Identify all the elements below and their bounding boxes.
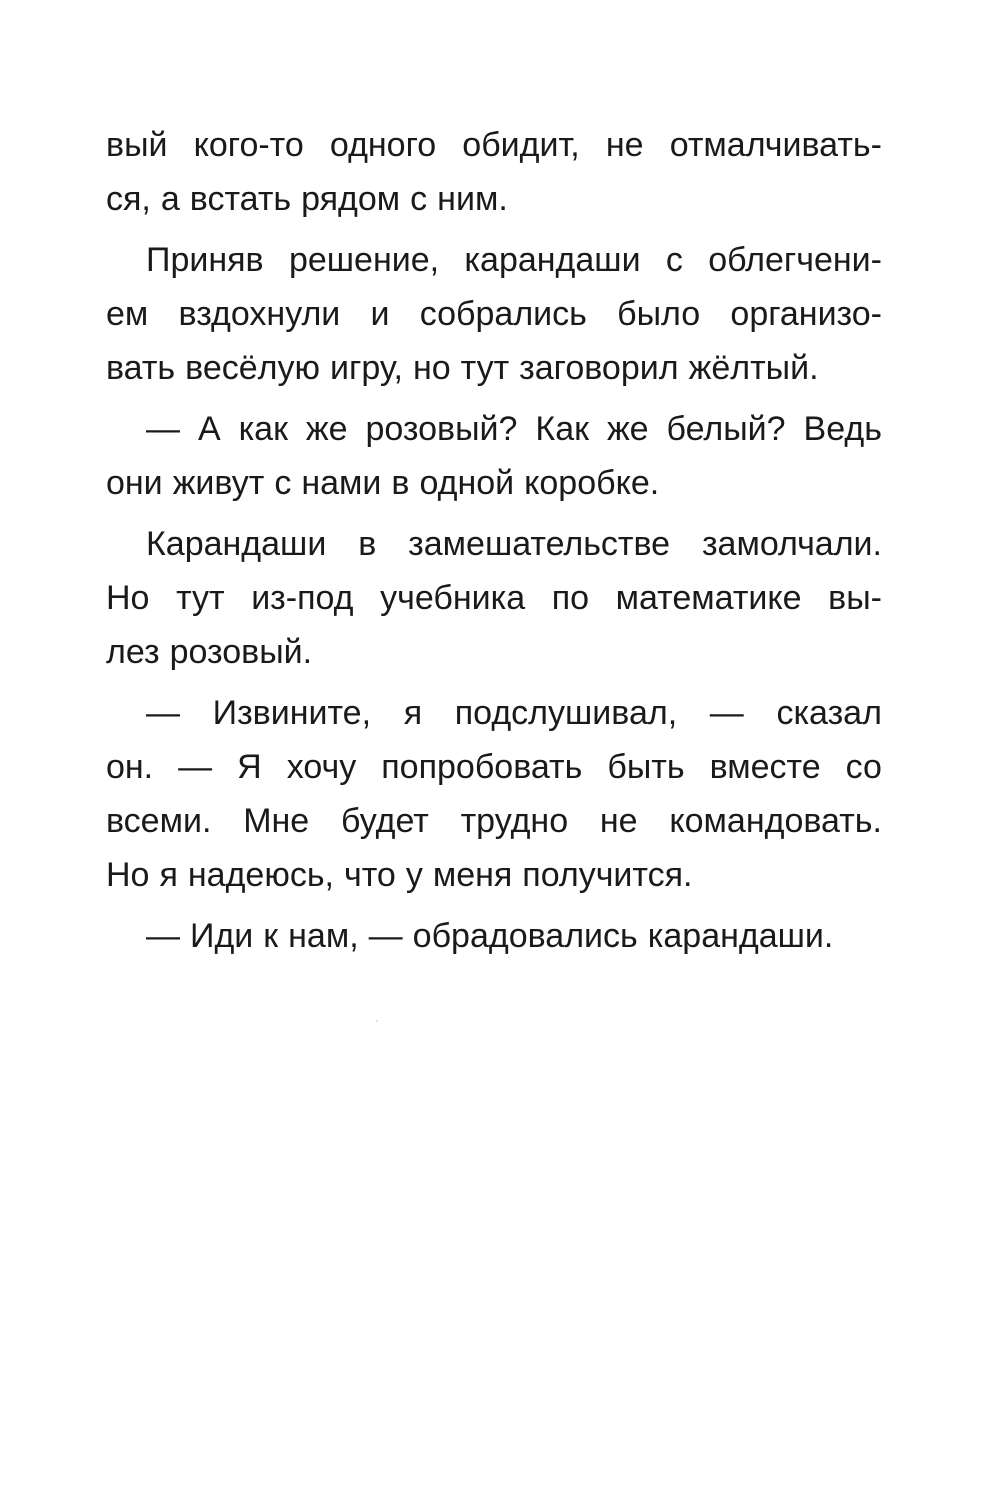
word: игру,	[329, 349, 403, 387]
word: заговорил	[519, 349, 679, 387]
text-line	[106, 794, 882, 848]
word: жёлтый.	[688, 349, 819, 387]
paragraph	[106, 909, 882, 963]
word: было	[617, 295, 701, 333]
word: вздохнули	[178, 295, 341, 333]
word: замешательстве	[408, 525, 671, 563]
word: решение,	[288, 241, 440, 279]
word: коробке.	[524, 464, 660, 502]
page-text	[106, 118, 882, 963]
paragraph	[106, 402, 882, 510]
word: по	[551, 579, 590, 617]
text-line	[106, 571, 882, 625]
word: Но	[106, 856, 150, 894]
word: —	[146, 694, 180, 732]
word: с	[410, 180, 428, 218]
word: что	[343, 856, 396, 894]
word: командовать.	[669, 802, 882, 840]
word: Мне	[243, 802, 310, 840]
text-line	[106, 909, 882, 963]
word: карандаши.	[647, 917, 834, 955]
word: организо-	[730, 295, 882, 333]
text-line	[106, 625, 882, 679]
word: с	[274, 464, 292, 502]
text-line	[106, 686, 882, 740]
word: —	[146, 917, 180, 955]
word: —	[178, 748, 213, 786]
paragraph	[106, 686, 882, 902]
word: Иди	[190, 917, 254, 955]
text-line	[106, 848, 882, 902]
word: карандаши	[464, 241, 641, 279]
word: тут	[176, 579, 225, 617]
word: к	[263, 917, 279, 955]
word: живут	[172, 464, 265, 502]
word: учебника	[380, 579, 526, 617]
print-speck	[376, 1020, 378, 1022]
paragraph	[106, 118, 882, 226]
word: отмалчивать-	[669, 126, 882, 164]
word: обрадовались	[412, 917, 638, 955]
word: одного	[329, 126, 437, 164]
word: он.	[106, 748, 154, 786]
word: Карандаши	[146, 525, 327, 563]
word: вместе	[709, 748, 821, 786]
word: нам,	[288, 917, 359, 955]
paragraph	[106, 233, 882, 395]
word: надеюсь,	[187, 856, 334, 894]
word: попробовать	[381, 748, 583, 786]
word: замолчали.	[701, 525, 882, 563]
word: хочу	[286, 748, 357, 786]
word: кого-то	[193, 126, 304, 164]
word: же	[606, 410, 649, 448]
word: облегчени-	[708, 241, 882, 279]
word: ся,	[106, 180, 151, 218]
word: Извините,	[212, 694, 372, 732]
word: меня	[432, 856, 513, 894]
text-line	[106, 517, 882, 571]
word: —	[146, 410, 180, 448]
word: математике	[615, 579, 802, 617]
word: не	[599, 802, 638, 840]
word: со	[845, 748, 882, 786]
text-line	[106, 172, 882, 226]
paragraph	[106, 517, 882, 679]
word: А	[197, 410, 221, 448]
word: но	[412, 349, 451, 387]
word: с	[665, 241, 683, 279]
word: —	[709, 694, 744, 732]
text-line	[106, 341, 882, 395]
text-line	[106, 740, 882, 794]
word: они	[106, 464, 163, 502]
word: всеми.	[106, 802, 212, 840]
word: Приняв	[146, 241, 264, 279]
word: как	[238, 410, 288, 448]
word: не	[605, 126, 644, 164]
word: у	[405, 856, 423, 894]
word: собрались	[419, 295, 587, 333]
word: в	[358, 525, 377, 563]
word: в	[391, 464, 410, 502]
word: подслушивал,	[454, 694, 678, 732]
word: получится.	[522, 856, 693, 894]
word: же	[305, 410, 348, 448]
text-line	[106, 402, 882, 456]
word: вый	[106, 126, 168, 164]
word: розовый.	[169, 633, 313, 671]
word: одной	[419, 464, 515, 502]
word: нами	[301, 464, 382, 502]
text-line	[106, 287, 882, 341]
word: Но	[106, 579, 150, 617]
word: ним.	[437, 180, 508, 218]
word: ем	[106, 295, 149, 333]
word: обидит,	[462, 126, 580, 164]
word: будет	[341, 802, 429, 840]
word: лез	[106, 633, 160, 671]
word: Я	[237, 748, 262, 786]
word: а	[160, 180, 180, 218]
word: рядом	[301, 180, 401, 218]
word: сказал	[776, 694, 882, 732]
word: тут	[460, 349, 510, 387]
word: —	[368, 917, 403, 955]
word: вать	[106, 349, 176, 387]
word: вы-	[828, 579, 882, 617]
text-line	[106, 456, 882, 510]
word: встать	[189, 180, 292, 218]
word: розовый?	[365, 410, 518, 448]
word: трудно	[460, 802, 569, 840]
word: я	[403, 694, 423, 732]
text-line	[106, 118, 882, 172]
word: Ведь	[803, 410, 882, 448]
word: белый?	[666, 410, 786, 448]
word: быть	[607, 748, 685, 786]
word: весёлую	[185, 349, 320, 387]
text-line	[106, 233, 882, 287]
word: и	[370, 295, 390, 333]
word: из-под	[251, 579, 354, 617]
word: я	[159, 856, 178, 894]
word: Как	[535, 410, 589, 448]
